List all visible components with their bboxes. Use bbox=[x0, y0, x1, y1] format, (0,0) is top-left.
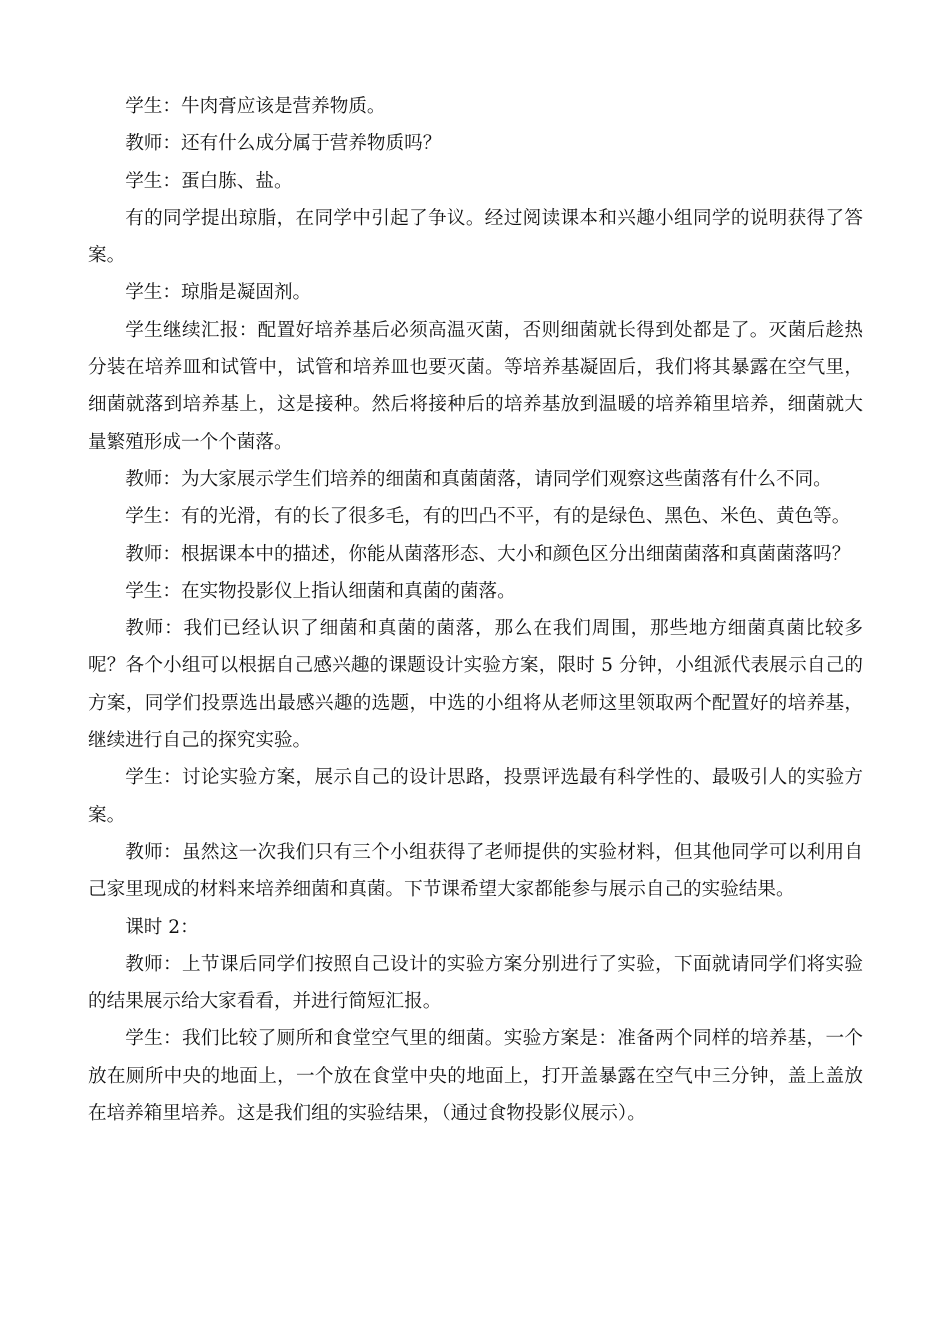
paragraph: 教师：还有什么成分属于营养物质吗？ bbox=[125, 133, 442, 155]
paragraph: 有的同学提出琼脂，在同学中引起了争议。经过阅读课本和兴趣小组同学的说明获得了答案。 bbox=[88, 207, 863, 267]
paragraph: 学生：琼脂是凝固剂。 bbox=[125, 282, 312, 304]
document-body bbox=[88, 88, 863, 1132]
paragraph: 学生：有的光滑，有的长了很多毛，有的凹凸不平，有的是绿色、黑色、米色、黄色等。 bbox=[125, 506, 851, 528]
paragraph: 教师：我们已经认识了细菌和真菌的菌落，那么在我们周围，那些地方细菌真菌比较多呢？各个小组可以根据自己感兴趣的课题设计实验方案，限时 5 分钟，小组派代表展示自己的方案，同学们投票选出最感兴趣的选题，中选的小组将从老师这里领取两个配置好的培养基，继续进行自己的探究实验。 bbox=[88, 618, 863, 752]
paragraph: 学生：我们比较了厕所和食堂空气里的细菌。实验方案是：准备两个同样的培养基，一个放在厕所中央的地面上，一个放在食堂中央的地面上，打开盖暴露在空气中三分钟，盖上盖放在培养箱里培养。这是我们组的实验结果，（通过食物投影仪展示）。 bbox=[88, 1028, 863, 1125]
paragraph: 学生：蛋白胨、盐。 bbox=[125, 170, 293, 192]
section-heading: 课时 2： bbox=[125, 916, 199, 938]
paragraph: 教师：虽然这一次我们只有三个小组获得了老师提供的实验材料，但其他同学可以利用自己家里现成的材料来培养细菌和真菌。下节课希望大家都能参与展示自己的实验结果。 bbox=[88, 841, 863, 901]
paragraph: 学生：牛肉膏应该是营养物质。 bbox=[125, 96, 386, 117]
paragraph: 学生：讨论实验方案，展示自己的设计思路，投票评选最有科学性的、最吸引人的实验方案。 bbox=[88, 767, 863, 826]
paragraph: 学生：在实物投影仪上指认细菌和真菌的菌落。 bbox=[125, 580, 516, 602]
paragraph: 教师：上节课后同学们按照自己设计的实验方案分别进行了实验，下面就请同学们将实验的结果展示给大家看看，并进行简短汇报。 bbox=[88, 953, 863, 1013]
paragraph: 教师：根据课本中的描述，你能从菌落形态、大小和颜色区分出细菌菌落和真菌菌落吗？ bbox=[125, 543, 851, 565]
paragraph: 教师：为大家展示学生们培养的细菌和真菌菌落，请同学们观察这些菌落有什么不同。 bbox=[125, 468, 832, 490]
paragraph: 学生继续汇报：配置好培养基后必须高温灭菌，否则细菌就长得到处都是了。灭菌后趁热分装在培养皿和试管中，试管和培养皿也要灭菌。等培养基凝固后，我们将其暴露在空气里，细菌就落到培养基上，这是接种。然后将接种后的培养基放到温暖的培养箱里培养，细菌就大量繁殖形成一个个菌落。 bbox=[88, 319, 863, 453]
